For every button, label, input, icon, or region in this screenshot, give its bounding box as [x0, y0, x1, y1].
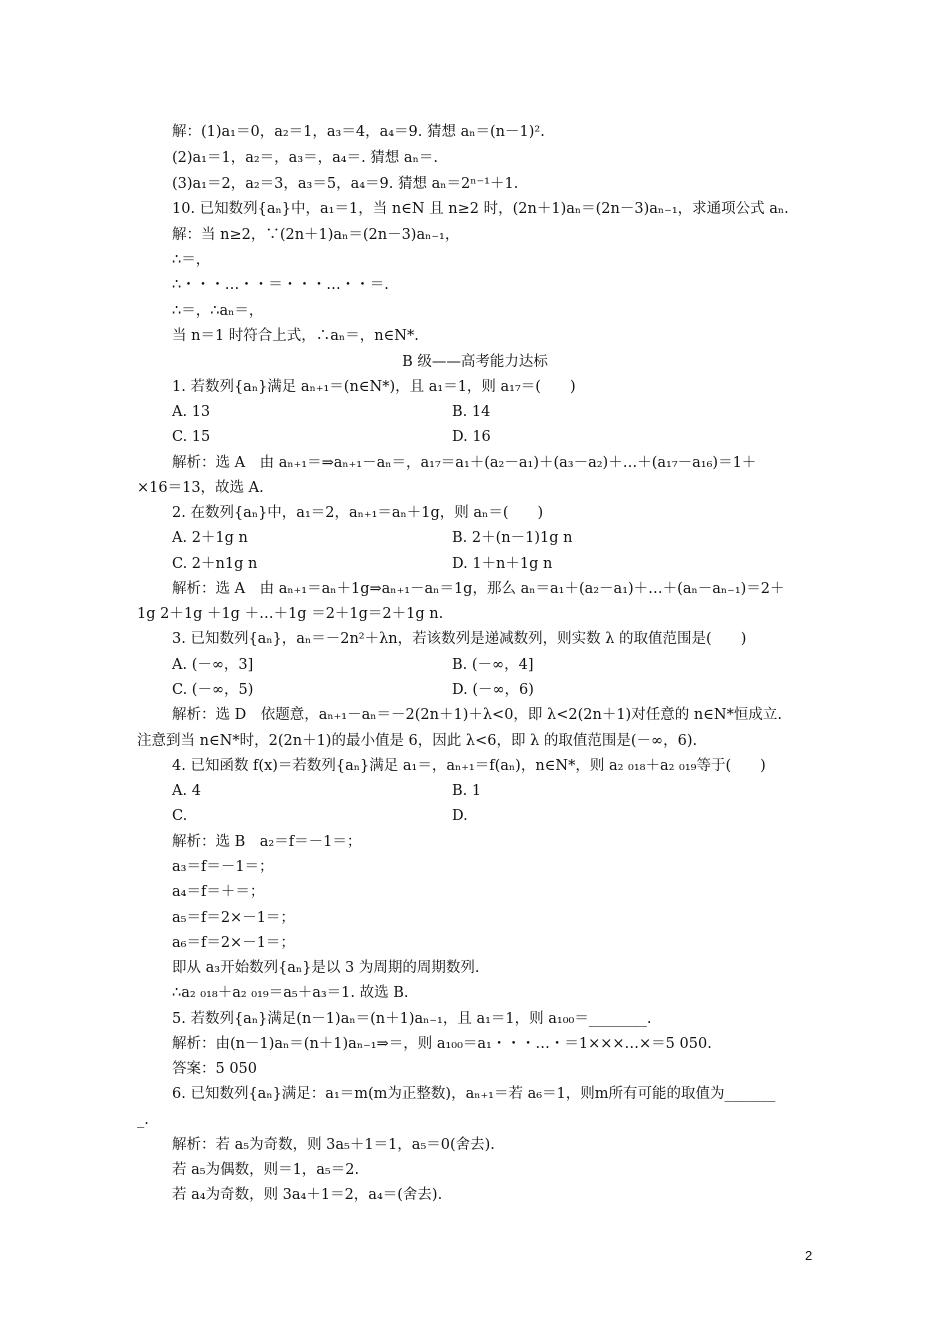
- text-line-l20: 1g 2＋1g ＋1g ＋…＋1g ＝2＋1g＝2＋1g n.: [137, 606, 444, 622]
- text-line-l17: A. 2＋1g n: [172, 530, 248, 546]
- text-line-l38: 答案：5 050: [172, 1061, 258, 1077]
- text-line-l37: 解析：由(n－1)aₙ＝(n＋1)aₙ₋₁⇒＝，则 a₁₀₀＝a₁・・・…・＝1×××…×＝5 050.: [172, 1036, 712, 1052]
- text-line-l21: 3. 已知数列{aₙ}，aₙ＝－2n²＋λn，若该数列是递减数列，则实数 λ 的取值范围是( ): [172, 631, 747, 647]
- text-line-l22: A. (－∞，3]: [172, 657, 254, 673]
- text-line-l22b: B. (－∞，4]: [452, 657, 534, 673]
- text-line-l18b: D. 1＋n＋1g n: [452, 556, 553, 572]
- text-line-l05: 解：当 n≥2，∵(2n＋1)aₙ＝(2n－3)aₙ₋₁，: [172, 227, 460, 243]
- text-line-l28: C.: [172, 808, 188, 824]
- text-line-l15: ×16＝13，故选 A.: [137, 480, 264, 496]
- text-line-l18: C. 2＋n1g n: [172, 556, 258, 572]
- text-line-l06: ∴＝，: [172, 252, 211, 268]
- text-line-l13b: D. 16: [452, 429, 491, 445]
- text-line-l39: 6. 已知数列{aₙ}满足：a₁＝m(m为正整数)，aₙ₊₁＝若 a₆＝1，则m所有可能的取值为_______: [172, 1086, 776, 1102]
- text-line-l08: ∴＝，∴aₙ＝，: [172, 303, 264, 319]
- text-line-l10: B 级——高考能力达标: [402, 354, 548, 370]
- text-line-l03: (3)a₁＝2，a₂＝3，a₃＝5，a₄＝9. 猜想 aₙ＝2ⁿ⁻¹＋1.: [172, 176, 519, 192]
- text-line-l25: 注意到当 n∈N*时，2(2n＋1)的最小值是 6，因此 λ<6，即 λ 的取值范围是(－∞，6).: [137, 733, 698, 749]
- text-line-l41: 解析：若 a₅为奇数，则 3a₅＋1＝1，a₅＝0(舍去).: [172, 1137, 495, 1153]
- text-line-l23b: D. (－∞，6): [452, 682, 534, 698]
- text-line-l19: 解析：选 A 由 aₙ₊₁＝aₙ＋1g⇒aₙ₊₁－aₙ＝1g，那么 aₙ＝a₁＋(a₂－a₁)＋…＋(aₙ－aₙ₋₁)＝2＋: [172, 581, 785, 597]
- text-line-l32: a₅＝f＝2×－1＝；: [172, 910, 295, 926]
- text-line-l34: 即从 a₃开始数列{aₙ}是以 3 为周期的周期数列.: [172, 960, 480, 976]
- text-line-l04: 10. 已知数列{aₙ}中，a₁＝1，当 n∈N 且 n≥2 时，(2n＋1)aₙ＝(2n－3)aₙ₋₁，求通项公式 aₙ.: [172, 201, 789, 217]
- text-line-l11: 1. 若数列{aₙ}满足 aₙ₊₁＝(n∈N*)，且 a₁＝1，则 a₁₇＝( ): [172, 379, 576, 395]
- text-line-l23: C. (－∞，5): [172, 682, 254, 698]
- text-line-l30: a₃＝f＝－1＝；: [172, 859, 274, 875]
- text-line-l07: ∴・・・…・・＝・・・…・・＝.: [172, 277, 389, 293]
- text-line-l09: 当 n＝1 时符合上式，∴aₙ＝，n∈N*.: [172, 328, 419, 344]
- text-line-l31: a₄＝f＝＋＝；: [172, 884, 265, 900]
- text-line-l13: C. 15: [172, 429, 211, 445]
- text-line-l24: 解析：选 D 依题意，aₙ₊₁－aₙ＝－2(2n＋1)＋λ<0，即 λ<2(2n＋1)对任意的 n∈N*恒成立.: [172, 707, 782, 723]
- page-number: 2: [805, 1248, 813, 1263]
- text-line-l33: a₆＝f＝2×－1＝；: [172, 935, 295, 951]
- text-line-l27b: B. 1: [452, 783, 482, 799]
- text-line-l12b: B. 14: [452, 404, 491, 420]
- text-line-l26: 4. 已知函数 f(x)＝若数列{aₙ}满足 a₁＝，aₙ₊₁＝f(aₙ)，n∈N*，则 a₂ ₀₁₈＋a₂ ₀₁₉等于( ): [172, 758, 766, 774]
- text-line-l14: 解析：选 A 由 aₙ₊₁＝⇒aₙ₊₁－aₙ＝，a₁₇＝a₁＋(a₂－a₁)＋(a₃－a₂)＋…＋(a₁₇－a₁₆)＝1＋: [172, 455, 757, 471]
- text-line-l28b: D.: [452, 808, 468, 824]
- text-line-l29: 解析：选 B a₂＝f＝－1＝；: [172, 834, 362, 850]
- text-line-l40: _.: [137, 1112, 149, 1128]
- text-line-l27: A. 4: [172, 783, 201, 799]
- text-line-l43: 若 a₄为奇数，则 3a₄＋1＝2，a₄＝(舍去).: [172, 1187, 443, 1203]
- text-line-l42: 若 a₅为偶数，则＝1，a₅＝2.: [172, 1162, 360, 1178]
- text-line-l17b: B. 2＋(n－1)1g n: [452, 530, 573, 546]
- text-line-l16: 2. 在数列{aₙ}中，a₁＝2，aₙ₊₁＝aₙ＋1g，则 aₙ＝( ): [172, 505, 544, 521]
- text-line-l36: 5. 若数列{aₙ}满足(n－1)aₙ＝(n＋1)aₙ₋₁，且 a₁＝1，则 a₁₀₀＝________.: [172, 1011, 652, 1027]
- text-line-l12: A. 13: [172, 404, 211, 420]
- text-line-l35: ∴a₂ ₀₁₈＋a₂ ₀₁₉＝a₅＋a₃＝1. 故选 B.: [172, 985, 409, 1001]
- text-line-l01: 解：(1)a₁＝0，a₂＝1，a₃＝4，a₄＝9. 猜想 aₙ＝(n－1)².: [172, 124, 545, 140]
- text-line-l02: (2)a₁＝1，a₂＝，a₃＝，a₄＝. 猜想 aₙ＝.: [172, 150, 438, 166]
